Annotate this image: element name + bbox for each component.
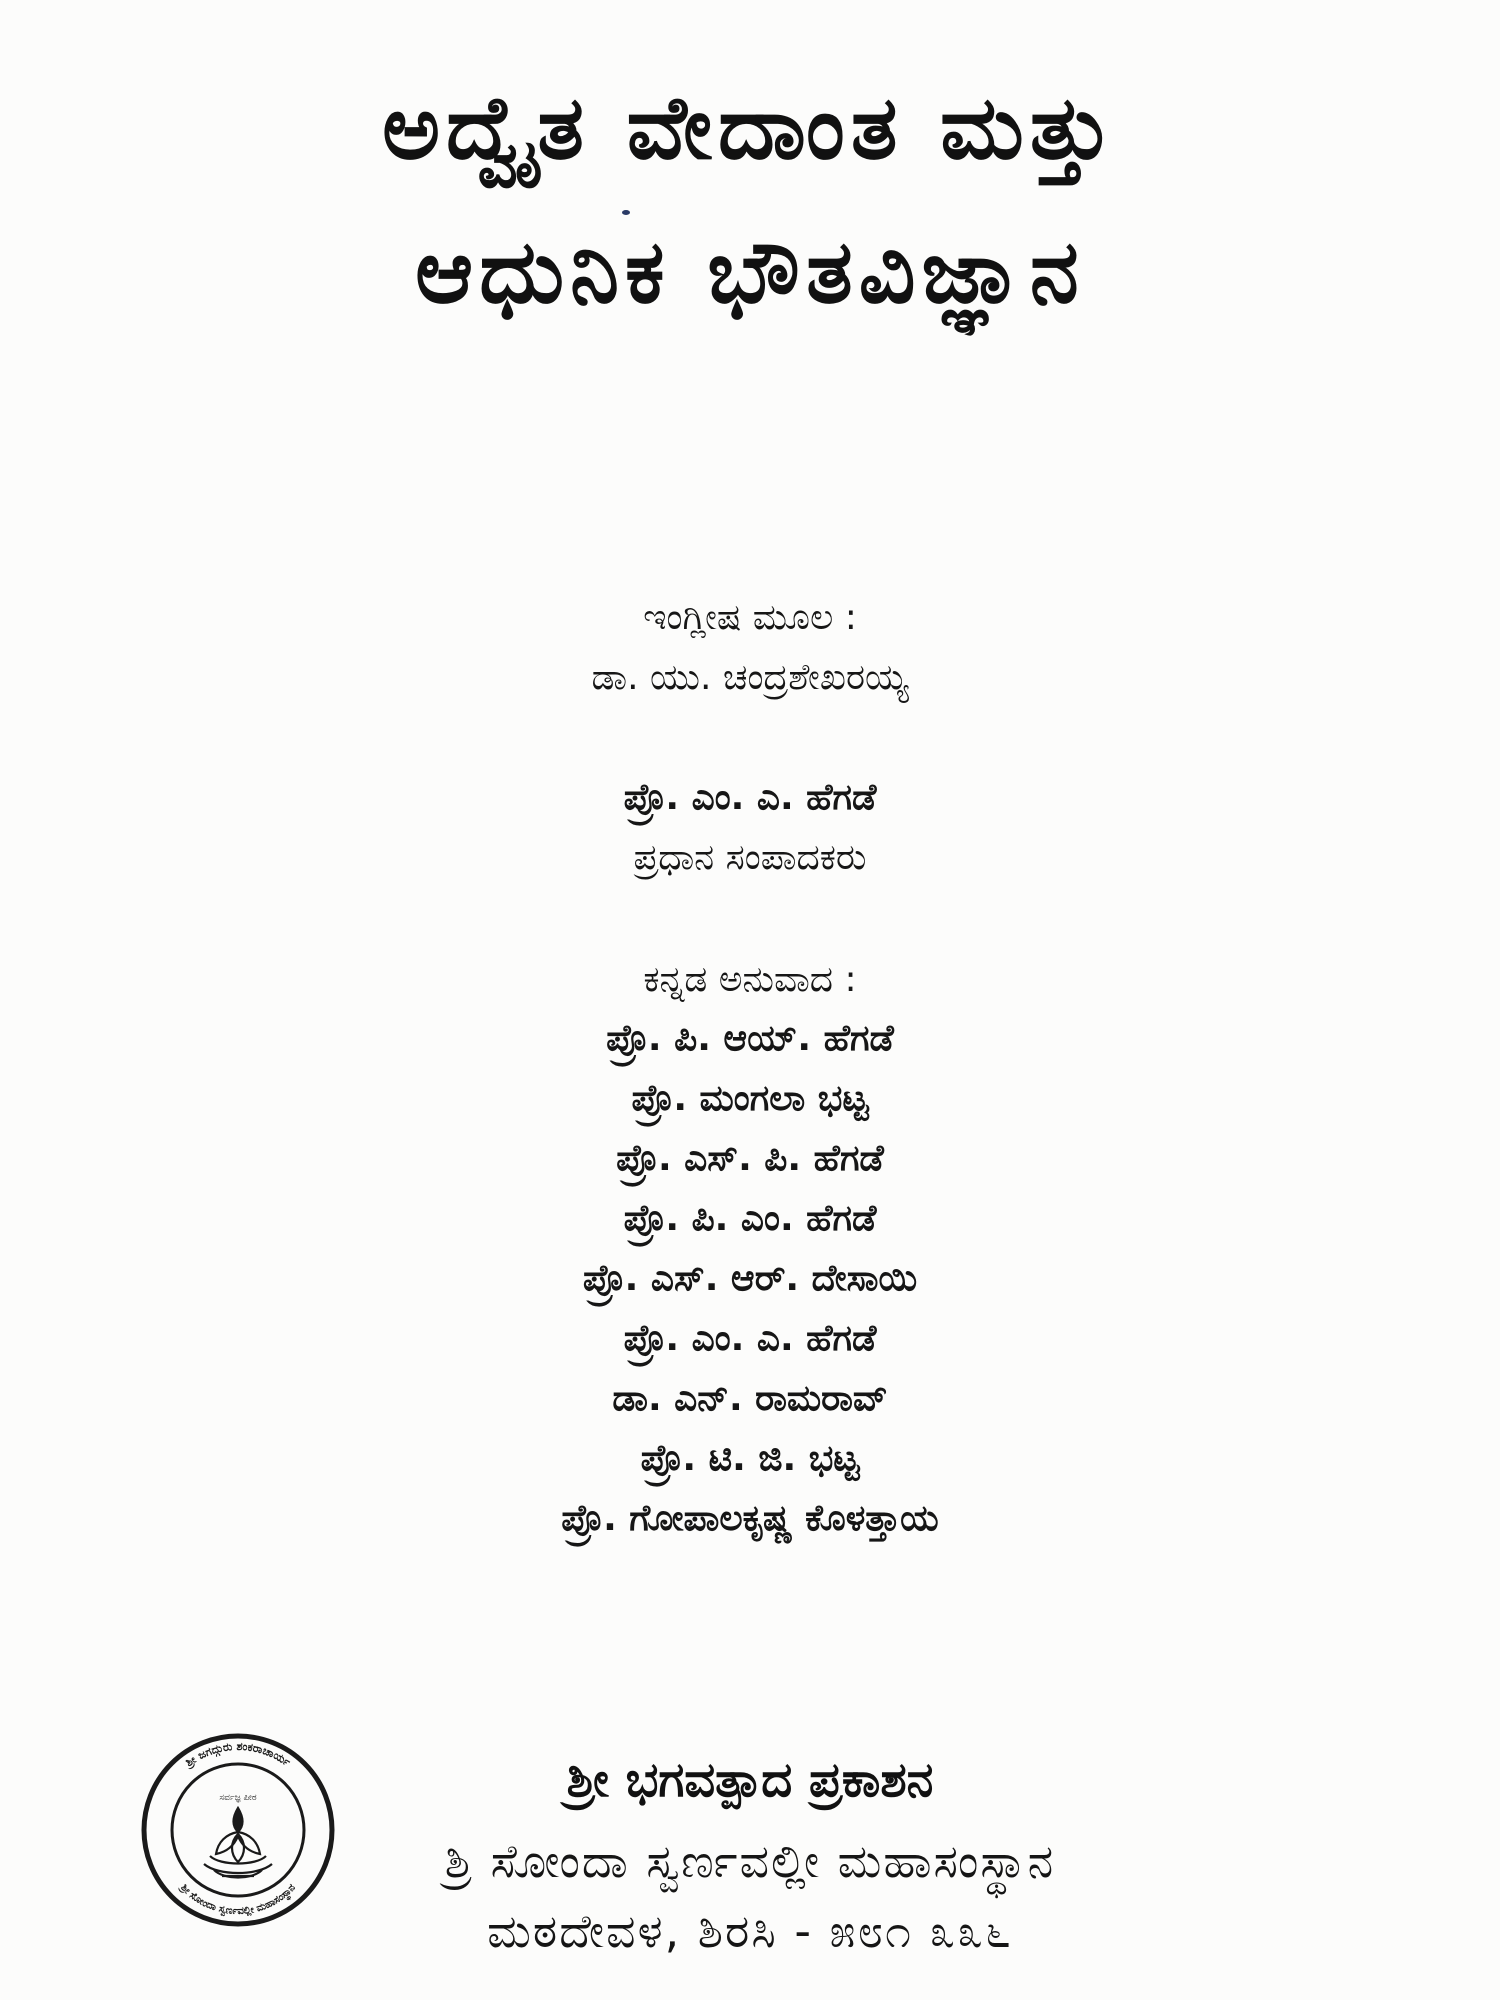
publisher-address: ಮಠದೇವಳ, ಶಿರಸಿ - ೫೮೧ ೩೩೬ [487,1904,1013,1958]
book-title-line-1: ಅದ್ವೈತ ವೇದಾಂತ ಮತ್ತು [382,76,1118,179]
credit-line-chief-editor: ಪ್ರೊ. ಎಂ. ಎ. ಹೆಗಡೆ [623,777,877,818]
lotus-lamp-emblem-icon [204,1808,272,1878]
book-title-line-2: ಆಧುನಿಕ ಭೌತವಿಜ್ಞಾನ [415,220,1085,323]
credit-line-chief-editor-role: ಪ್ರಧಾನ ಸಂಪಾದಕರು [633,837,867,878]
seal-inner-text: ಸರ್ವಜ್ಞ ಪೀಠ [219,1793,257,1803]
translator-name: ಡಾ. ಎನ್. ರಾಮರಾವ್ [612,1378,888,1419]
publisher-organization: ಶ್ರಿ ಸೋಂದಾ ಸ್ವರ್ಣವಲ್ಲೀ ಮಹಾಸಂಸ್ಥಾನ [444,1834,1056,1888]
translator-name: ಪ್ರೊ. ಎಸ್. ಆರ್. ದೇಸಾಯಿ [582,1258,918,1299]
translator-name: ಪ್ರೊ. ಗೋಪಾಲಕೃಷ್ಣ ಕೊಳತ್ತಾಯ [561,1498,939,1539]
seal-outer-text-bottom: ಶ್ರೀ ಸೋಂದಾ ಸ್ವರ್ಣವಲ್ಲೀ ಮಹಾಸಂಸ್ಥಾನ [178,1882,298,1918]
translator-name: ಪ್ರೊ. ಟಿ. ಜಿ. ಭಟ್ಟ [640,1438,860,1479]
credit-line-translation-label: ಕನ್ನಡ ಅನುವಾದ : [643,959,857,1000]
translator-name: ಪ್ರೊ. ಪಿ. ಆಯ್. ಹೆಗಡೆ [606,1018,894,1059]
credit-line-author: ಡಾ. ಯು. ಚಂದ್ರಶೇಖರಯ್ಯ [591,657,909,698]
translator-name: ಪ್ರೊ. ಎಸ್. ಪಿ. ಹೆಗಡೆ [616,1138,884,1179]
publisher-name: ಶ್ರೀ ಭಗವತ್ಪಾದ ಪ್ರಕಾಶನ [566,1752,934,1808]
credit-line-english-source-label: ಇಂಗ್ಲೀಷ ಮೂಲ : [643,597,857,638]
seal-outer-text-top: ಶ್ರೀ ಜಗದ್ಗುರು ಶಂಕರಾಚಾರ್ಯ [183,1739,293,1770]
ink-speck [622,210,630,215]
translator-name: ಪ್ರೊ. ಎಂ. ಎ. ಹೆಗಡೆ [623,1318,877,1359]
translator-name: ಪ್ರೊ. ಪಿ. ಎಂ. ಹೆಗಡೆ [623,1198,877,1239]
translator-name: ಪ್ರೊ. ಮಂಗಲಾ ಭಟ್ಟ [631,1078,869,1119]
